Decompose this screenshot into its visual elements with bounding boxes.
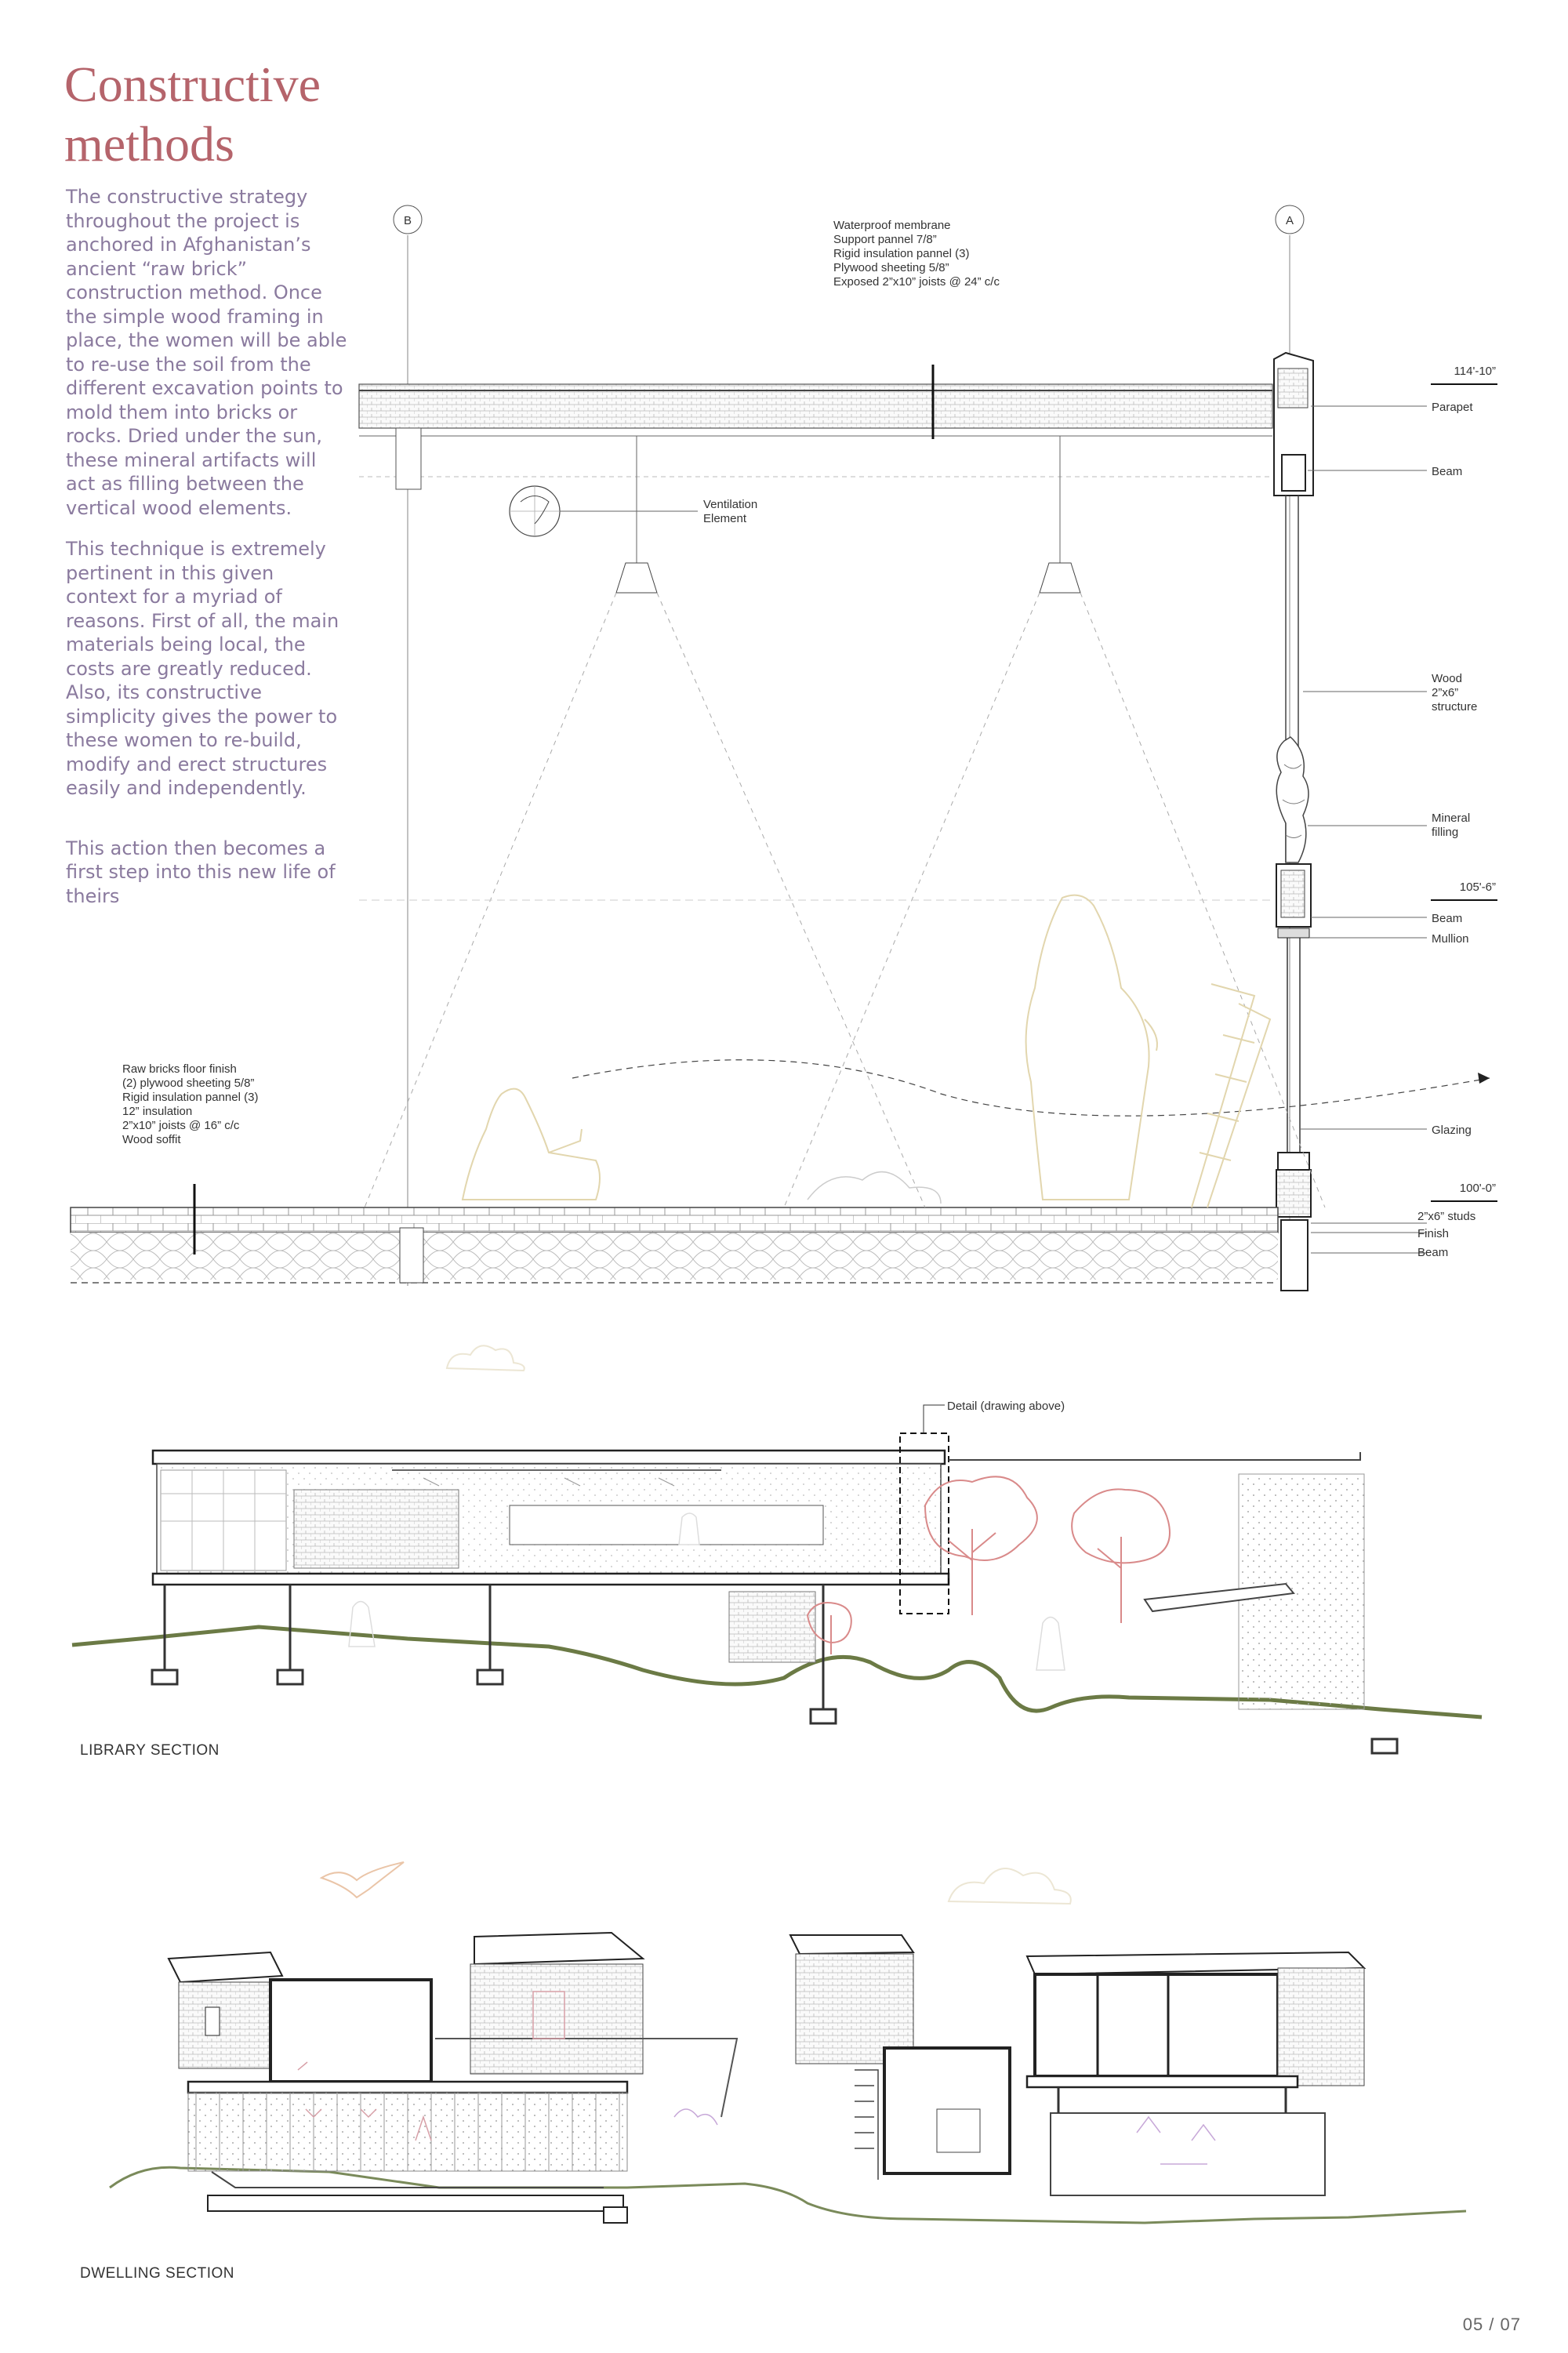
wall-detail-section: [71, 205, 1497, 1291]
roof-spec-2: Support pannel 7/8”: [833, 233, 937, 246]
label-beam-top: Beam: [1432, 465, 1463, 478]
roof-joist: [396, 428, 421, 489]
bird-icon: [321, 1862, 404, 1897]
label-beam-bottom: Beam: [1417, 1246, 1449, 1259]
intro-paragraph-2: This technique is extremely pertinent in this given context for a myriad of reasons. First of all, the main materials being local, the costs are greatly reduced. Also, its constructive simplicity gives the power to these women to re-build, modify and erect structures easily and independently.: [66, 538, 339, 799]
mineral-filling: [1276, 737, 1308, 862]
far-right-house-room: [1035, 1974, 1278, 2076]
pendant-lamp-right: [1040, 563, 1080, 593]
floor-spec-1: Raw bricks floor finish: [122, 1062, 237, 1076]
roof-spec-5: Exposed 2”x10” joists @ 24” c/c: [833, 275, 1000, 289]
level-bottom: 100'-0”: [1459, 1182, 1496, 1195]
grid-label-a: A: [1285, 214, 1294, 227]
mullion: [1278, 928, 1309, 938]
label-finish: Finish: [1417, 1227, 1450, 1240]
label-glazing: Glazing: [1432, 1124, 1472, 1137]
rocks: [808, 1172, 941, 1204]
roof-spec-4: Plywood sheeting 5/8”: [833, 261, 949, 274]
dwelling-section: [80, 1862, 1466, 2282]
far-right-house-wall: [1278, 1968, 1364, 2086]
dwelling-caption: DWELLING SECTION: [80, 2265, 234, 2282]
library-section: [72, 1400, 1482, 1759]
beam-bottom: [1281, 1220, 1308, 1291]
label-mineral-1: Mineral: [1432, 812, 1471, 825]
pendant-lamp-left: [616, 563, 657, 593]
level-mid: 105'-6”: [1459, 881, 1496, 894]
cloud-icon: [447, 1345, 524, 1371]
reading-desk: [510, 1505, 823, 1545]
floor-spec-3: Rigid insulation pannel (3): [122, 1091, 259, 1104]
label-parapet: Parapet: [1432, 401, 1473, 414]
library-floor: [153, 1574, 949, 1585]
floor-spec-2: (2) plywood sheeting 5/8”: [122, 1077, 255, 1090]
label-wood-1: Wood: [1432, 672, 1462, 685]
floor-finish: [71, 1207, 1278, 1233]
detail-callout-label: Detail (drawing above): [947, 1400, 1065, 1413]
floor-insulation: [71, 1233, 1278, 1280]
floor-spec-6: Wood soffit: [122, 1133, 181, 1146]
cloud-icon-2: [949, 1868, 1071, 1904]
level-markers: [1431, 365, 1497, 1201]
ventilation-label-1: Ventilation: [703, 498, 758, 511]
left-house-roof: [169, 1952, 282, 1982]
right-house-roof: [790, 1935, 913, 1954]
label-wood-2: 2”x6”: [1432, 686, 1459, 699]
dwelling-floor-left: [188, 2082, 627, 2093]
level-top: 114'-10”: [1454, 365, 1496, 378]
label-mullion: Mullion: [1432, 932, 1469, 946]
bookshelf: [294, 1490, 459, 1568]
figure-standing: [1026, 895, 1270, 1207]
right-leaders: [1300, 406, 1427, 1253]
floor-spec-4: 12” insulation: [122, 1105, 193, 1118]
grid-label-b: B: [403, 214, 412, 227]
roof-spec-list: [833, 219, 1000, 289]
middle-house-wall: [470, 1964, 643, 2074]
middle-house-roof: [474, 1933, 643, 1964]
library-caption: LIBRARY SECTION: [80, 1742, 220, 1759]
intro-paragraph-1: The constructive strategy throughout the project is anchored in Afghanistan’s ancient “raw brick” construction method. Once the simple wood framing in place, the women will be able to re-use the soil from the different excavation points to mold them into bricks or rocks. Dried under the sun, these mineral artifacts will act as filling between the vertical wood elements.: [66, 186, 347, 519]
ventilation-label: [703, 498, 757, 525]
intro-paragraph-3: This action then becomes a first step into this new life of theirs: [66, 837, 336, 907]
floor-spec-list: [122, 1062, 258, 1146]
page-title: Constructive methods: [64, 56, 321, 172]
left-house-wall: [179, 1982, 273, 2068]
dwelling-lower-court: [1051, 2113, 1325, 2195]
ventilation-label-2: Element: [703, 512, 747, 525]
library-roof: [153, 1451, 945, 1464]
label-wood-3: structure: [1432, 700, 1478, 714]
roof-spec-3: Rigid insulation pannel (3): [833, 247, 970, 260]
floor-spec-5: 2”x10” joists @ 16” c/c: [122, 1119, 240, 1132]
label-mineral-2: filling: [1432, 826, 1459, 839]
roof-spec-1: Waterproof membrane: [833, 219, 951, 232]
page-number: 05 / 07: [1462, 2315, 1521, 2334]
label-beam-mid: Beam: [1432, 912, 1463, 925]
stair: [855, 2070, 878, 2180]
label-studs: 2”x6” studs: [1417, 1210, 1476, 1223]
beam-top: [1282, 455, 1305, 491]
left-house-room: [270, 1980, 431, 2082]
retaining-wall: [729, 1592, 815, 1662]
dwelling-floor-right: [1027, 2076, 1298, 2087]
dwelling-base-left: [208, 2195, 623, 2211]
right-labels: [1417, 401, 1477, 1259]
figure-sitting: [463, 1089, 600, 1200]
